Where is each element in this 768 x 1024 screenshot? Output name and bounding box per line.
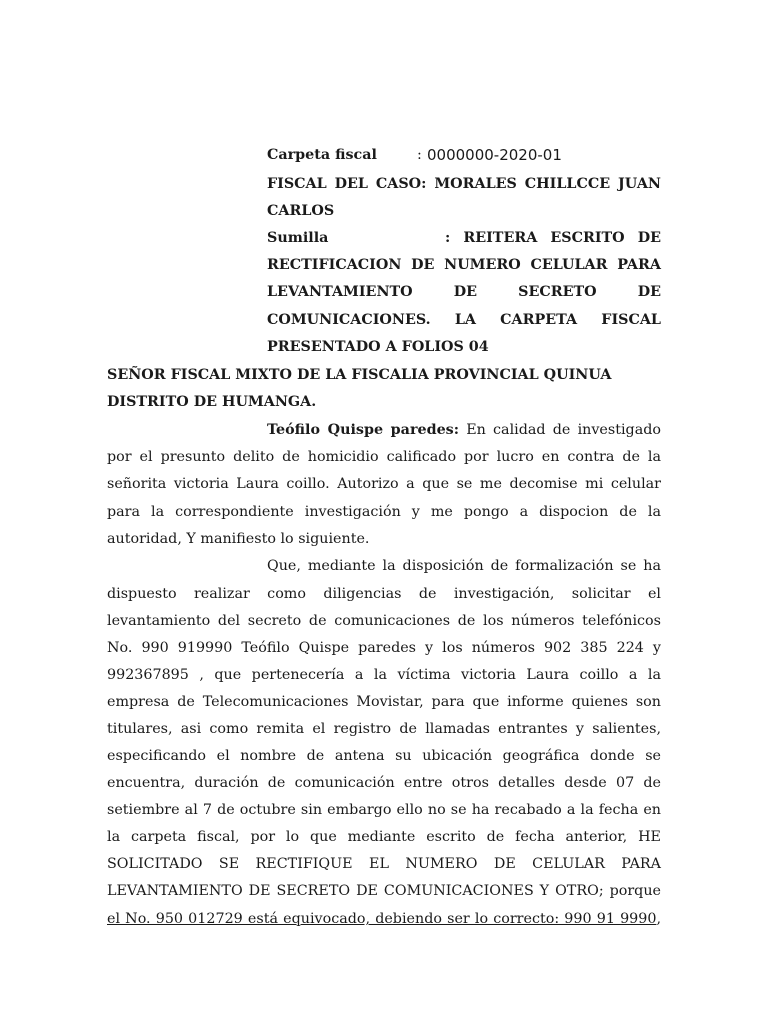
sumilla-label: Sumilla [267, 230, 329, 246]
addressee-line-1: SEÑOR FISCAL MIXTO DE LA FISCALIA PROVINCIAL QUINUA [107, 367, 612, 383]
paragraph2-first-line: Que, mediante la disposición de formalización se ha [267, 558, 661, 574]
fiscal-line-1: FISCAL DEL CASO: MORALES CHILLCCE JUAN [267, 176, 661, 192]
paragraph2-line: SOLICITADO SE RECTIFIQUE EL NUMERO DE CELULAR PARA [107, 856, 661, 872]
trailing-comma: , [656, 911, 661, 927]
sumilla-line-3: LEVANTAMIENTO DE SECRETO DE [267, 284, 661, 300]
sumilla-line-4: COMUNICACIONES. LA CARPETA FISCAL [267, 312, 661, 328]
paragraph1-first-rest: En calidad de investigado [459, 422, 661, 438]
paragraph2-line: empresa de Telecomunicaciones Movistar, para que informe quienes son [107, 694, 661, 710]
paragraph2-line: 992367895 , que pertenecería a la víctima victoria Laura coillo a la [107, 667, 661, 683]
paragraph2-line: titulares, asi como remita el registro de llamadas entrantes y salientes, [107, 721, 661, 737]
paragraph2-line: encuentra, duración de comunicación entre otros detalles desde 07 de [107, 775, 661, 791]
sumilla-line-5: PRESENTADO A FOLIOS 04 [267, 339, 489, 355]
paragraph1-line: señorita victoria Laura coillo. Autorizo a que se me decomise mi celular [107, 476, 661, 492]
sumilla-line-2: RECTIFICACION DE NUMERO CELULAR PARA [267, 257, 661, 273]
fiscal-line-2: CARLOS [267, 203, 335, 219]
sumilla-text-1: : REITERA ESCRITO DE [445, 230, 661, 246]
paragraph2-line: la carpeta fiscal, por lo que mediante escrito de fecha anterior, HE [107, 829, 661, 845]
paragraph2-line: dispuesto realizar como diligencias de investigación, solicitar el [107, 586, 661, 602]
corrected-number-statement: el No. 950 012729 está equivocado, debiendo ser lo correcto: 990 91 9990 [107, 911, 657, 927]
paragraph2-line: especificando el nombre de antena su ubicación geográfica donde se [107, 748, 661, 764]
addressee-line-2: DISTRITO DE HUMANGA. [107, 394, 317, 410]
declarant-name: Teófilo Quispe paredes: [267, 422, 459, 438]
paragraph2-line: setiembre al 7 de octubre sin embargo ello no se ha recabado a la fecha en [107, 802, 661, 818]
carpeta-label: Carpeta fiscal [267, 147, 377, 163]
paragraph2-last-line [107, 910, 661, 928]
paragraph1-first-line [267, 421, 661, 439]
paragraph1-line: por el presunto delito de homicidio calificado por lucro en contra de la [107, 449, 661, 465]
carpeta-value: 0000000-2020-01 [427, 146, 562, 164]
paragraph2-line: levantamiento del secreto de comunicaciones de los números telefónicos [107, 613, 661, 629]
paragraph2-line: No. 990 919990 Teófilo Quispe paredes y los números 902 385 224 y [107, 640, 661, 656]
paragraph2-line: LEVANTAMIENTO DE SECRETO DE COMUNICACIONES Y OTRO; porque [107, 883, 661, 899]
carpeta-colon: : [417, 147, 422, 163]
paragraph1-line: para la correspondiente investigación y me pongo a dispocion de la [107, 504, 661, 520]
paragraph1-line: autoridad, Y manifiesto lo siguiente. [107, 531, 370, 547]
